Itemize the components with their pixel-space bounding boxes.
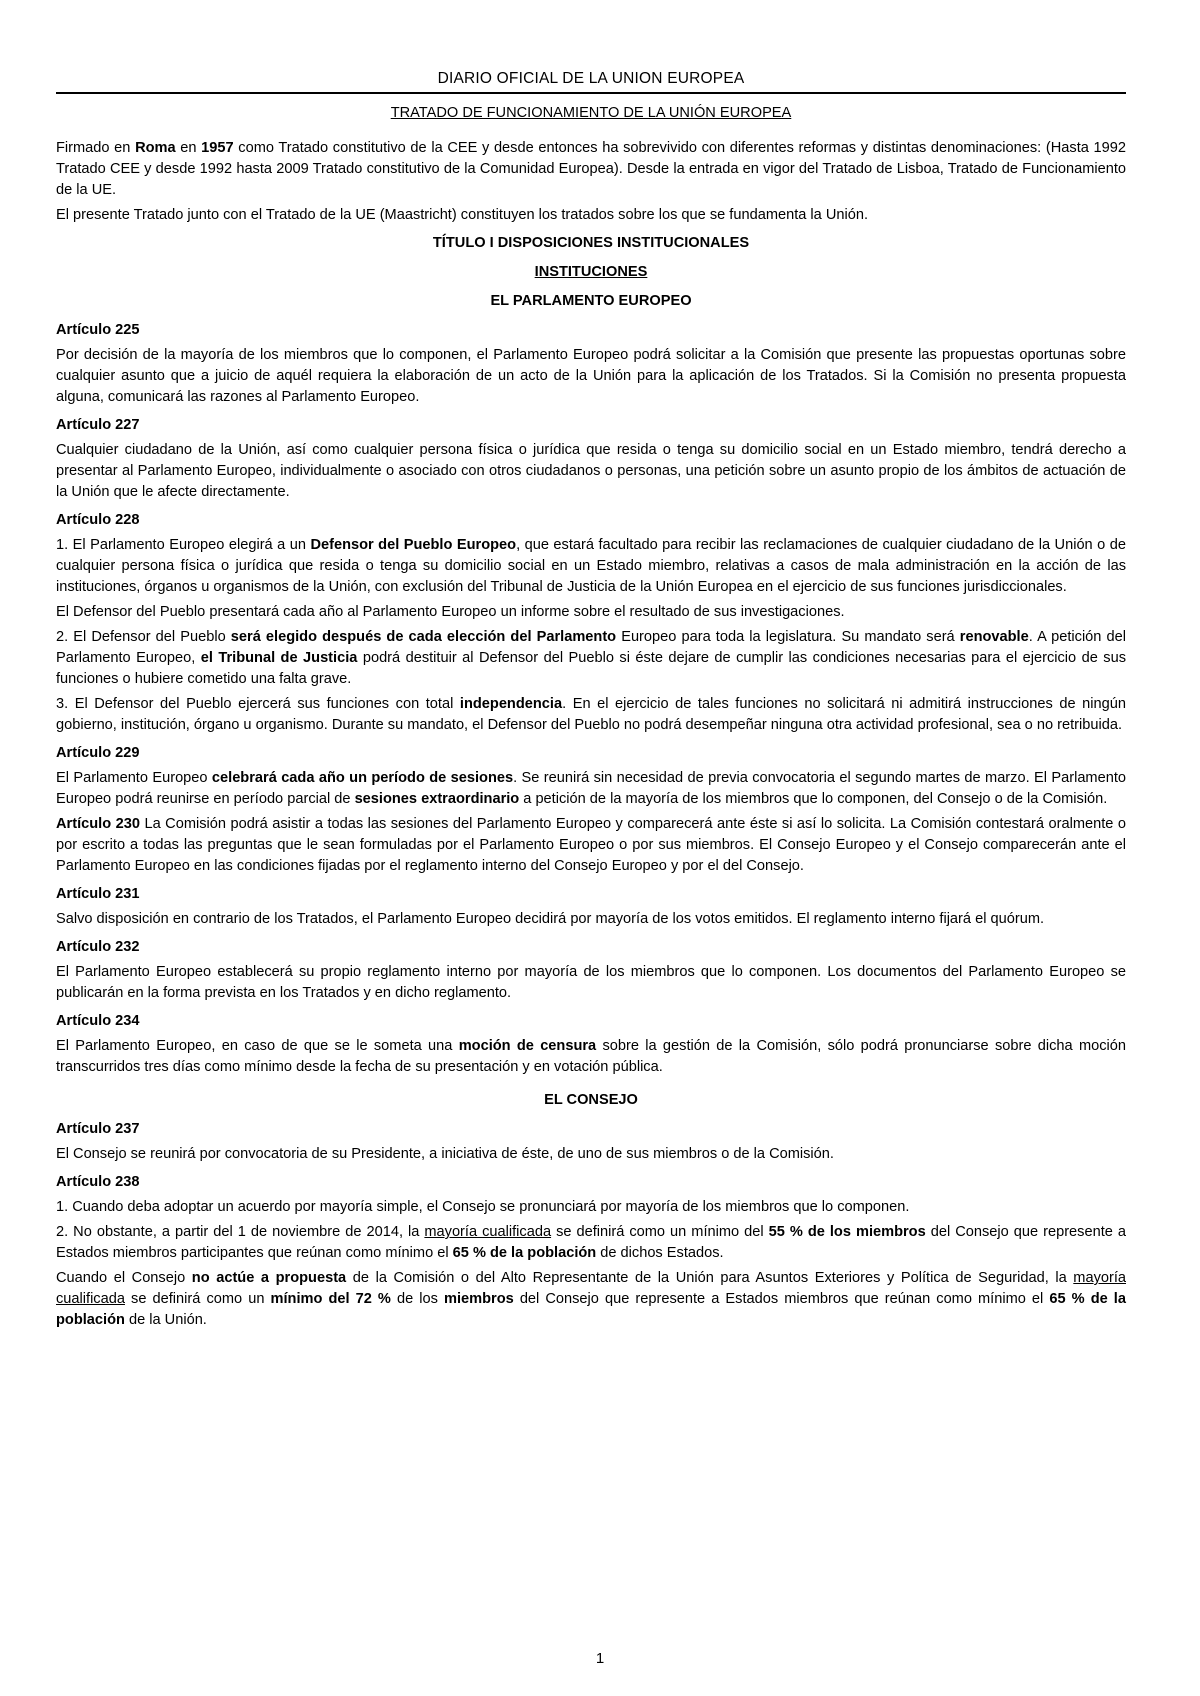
article-228-paragraph-1: 1. El Parlamento Europeo elegirá a un Defensor del Pueblo Europeo, que estará facultado para recibir las reclamaciones de cualquier ciudadano de la Unión o de cualquier persona física o jurídica que resida o tenga su domicilio social en un Estado miembro, relativas a casos de mala administración en la acción de las instituciones, órganos u organismos de la Unión, con exclusión del Tribunal de Justicia de la Unión Europea en el ejercicio de sus funciones jurisdiccionales. (56, 537, 1126, 595)
section-heading-parlamento: EL PARLAMENTO EUROPEO (490, 293, 692, 309)
article-229-text: El Parlamento Europeo celebrará cada año un período de sesiones. Se reunirá sin necesidad de previa convocatoria el segundo martes de marzo. El Parlamento Europeo podrá reunirse en período parcial de sesiones extraordinario a petición de la mayoría de los miembros que lo componen, del Consejo o de la Comisión. (56, 770, 1126, 807)
article-225-label: Artículo 225 (56, 322, 140, 338)
article-231-label: Artículo 231 (56, 886, 140, 902)
article-238-paragraph-3: Cuando el Consejo no actúe a propuesta de la Comisión o del Alto Representante de la Unión para Asuntos Exteriores y Política de Seguridad, la mayoría cualificada se definirá como un mínimo del 72 % de los miembros del Consejo que represente a Estados miembros que reúnan como mínimo el 65 % de la población de la Unión. (56, 1270, 1127, 1328)
intro-paragraph-1: Firmado en Roma en 1957 como Tratado constitutivo de la CEE y desde entonces ha sobrevivido con diferentes reformas y distintas denominaciones: (Hasta 1992 Tratado CEE y desde 1992 hasta 2009 Tratado constitutivo de la Comunidad Europea). Desde la entrada en vigor del Tratado de Lisboa, Tratado de Funcionamiento de la UE. (56, 140, 1126, 198)
article-225-text: Por decisión de la mayoría de los miembros que lo componen, el Parlamento Europeo podrá solicitar a la Comisión que presente las propuestas oportunas sobre cualquier asunto que a juicio de aquél requiera la elaboración de un acto de la Unión para la aplicación de los Tratados. Si la Comisión no presenta propuesta alguna, comunicará las razones al Parlamento Europeo. (56, 347, 1126, 405)
section-heading-consejo: EL CONSEJO (544, 1092, 638, 1108)
journal-header: DIARIO OFICIAL DE LA UNION EUROPEA (56, 68, 1126, 94)
article-228-label: Artículo 228 (56, 512, 140, 528)
section-heading-instituciones: INSTITUCIONES (534, 264, 648, 280)
article-238-paragraph-1: 1. Cuando deba adoptar un acuerdo por mayoría simple, el Consejo se pronunciará por mayoría de los miembros que lo componen. (56, 1199, 910, 1215)
document-title: TRATADO DE FUNCIONAMIENTO DE LA UNIÓN EUROPEA (390, 105, 792, 121)
article-227-text: Cualquier ciudadano de la Unión, así como cualquier persona física o jurídica que resida o tenga su domicilio social en un Estado miembro, tendrá derecho a presentar al Parlamento Europeo, individualmente o asociado con otros ciudadanos o personas, una petición sobre un asunto propio de los ámbitos de actuación de la Unión que le afecte directamente. (56, 442, 1126, 500)
article-230-label: Artículo 230 (56, 816, 140, 832)
article-237-text: El Consejo se reunirá por convocatoria de su Presidente, a iniciativa de éste, de uno de sus miembros o de la Comisión. (56, 1146, 834, 1162)
article-232-label: Artículo 232 (56, 939, 140, 955)
article-232-text: El Parlamento Europeo establecerá su propio reglamento interno por mayoría de los miembros que lo componen. Los documentos del Parlamento Europeo se publicarán en la forma prevista en los Tratados y en dicho reglamento. (56, 964, 1126, 1001)
intro-paragraph-2: El presente Tratado junto con el Tratado de la UE (Maastricht) constituyen los tratados sobre los que se fundamenta la Unión. (56, 207, 869, 223)
page-number: 1 (595, 1650, 605, 1667)
article-228-paragraph-2: El Defensor del Pueblo presentará cada año al Parlamento Europeo un informe sobre el resultado de sus investigaciones. (56, 604, 845, 620)
article-229-label: Artículo 229 (56, 745, 140, 761)
article-230-text: Artículo 230 La Comisión podrá asistir a todas las sesiones del Parlamento Europeo y comparecerá ante éste si así lo solicita. La Comisión contestará oralmente o por escrito a todas las preguntas que le sean formuladas por el Parlamento Europeo o por sus miembros. El Consejo Europeo y el Consejo comparecerán ante el Parlamento Europeo en las condiciones fijadas por el reglamento interno del Consejo Europeo y por el del Consejo. (56, 816, 1126, 874)
article-234-text: El Parlamento Europeo, en caso de que se le someta una moción de censura sobre la gestión de la Comisión, sólo podrá pronunciarse sobre dicha moción transcurridos tres días como mínimo desde la fecha de su presentación y en votación pública. (56, 1038, 1126, 1075)
document-page (56, 68, 1126, 1335)
article-231-text: Salvo disposición en contrario de los Tratados, el Parlamento Europeo decidirá por mayoría de los votos emitidos. El reglamento interno fijará el quórum. (56, 911, 1045, 927)
title-heading: TÍTULO I DISPOSICIONES INSTITUCIONALES (432, 235, 750, 251)
article-228-paragraph-4: 3. El Defensor del Pueblo ejercerá sus funciones con total independencia. En el ejercicio de tales funciones no solicitará ni admitirá instrucciones de ningún gobierno, institución, órgano u organismo. Durante su mandato, el Defensor del Pueblo no podrá desempeñar ninguna otra actividad profesional, sea o no retribuida. (56, 696, 1126, 733)
article-228-paragraph-3: 2. El Defensor del Pueblo será elegido después de cada elección del Parlamento Europeo para toda la legislatura. Su mandato será renovable. A petición del Parlamento Europeo, el Tribunal de Justicia podrá destituir al Defensor del Pueblo si éste dejare de cumplir las condiciones necesarias para el ejercicio de sus funciones o hubiere cometido una falta grave. (56, 629, 1126, 687)
article-238-paragraph-2: 2. No obstante, a partir del 1 de noviembre de 2014, la mayoría cualificada se definirá como un mínimo del 55 % de los miembros del Consejo que represente a Estados miembros participantes que reúnan como mínimo el 65 % de la población de dichos Estados. (56, 1224, 1126, 1261)
article-238-label: Artículo 238 (56, 1174, 140, 1190)
article-227-label: Artículo 227 (56, 417, 140, 433)
article-237-label: Artículo 237 (56, 1121, 140, 1137)
article-234-label: Artículo 234 (56, 1013, 140, 1029)
